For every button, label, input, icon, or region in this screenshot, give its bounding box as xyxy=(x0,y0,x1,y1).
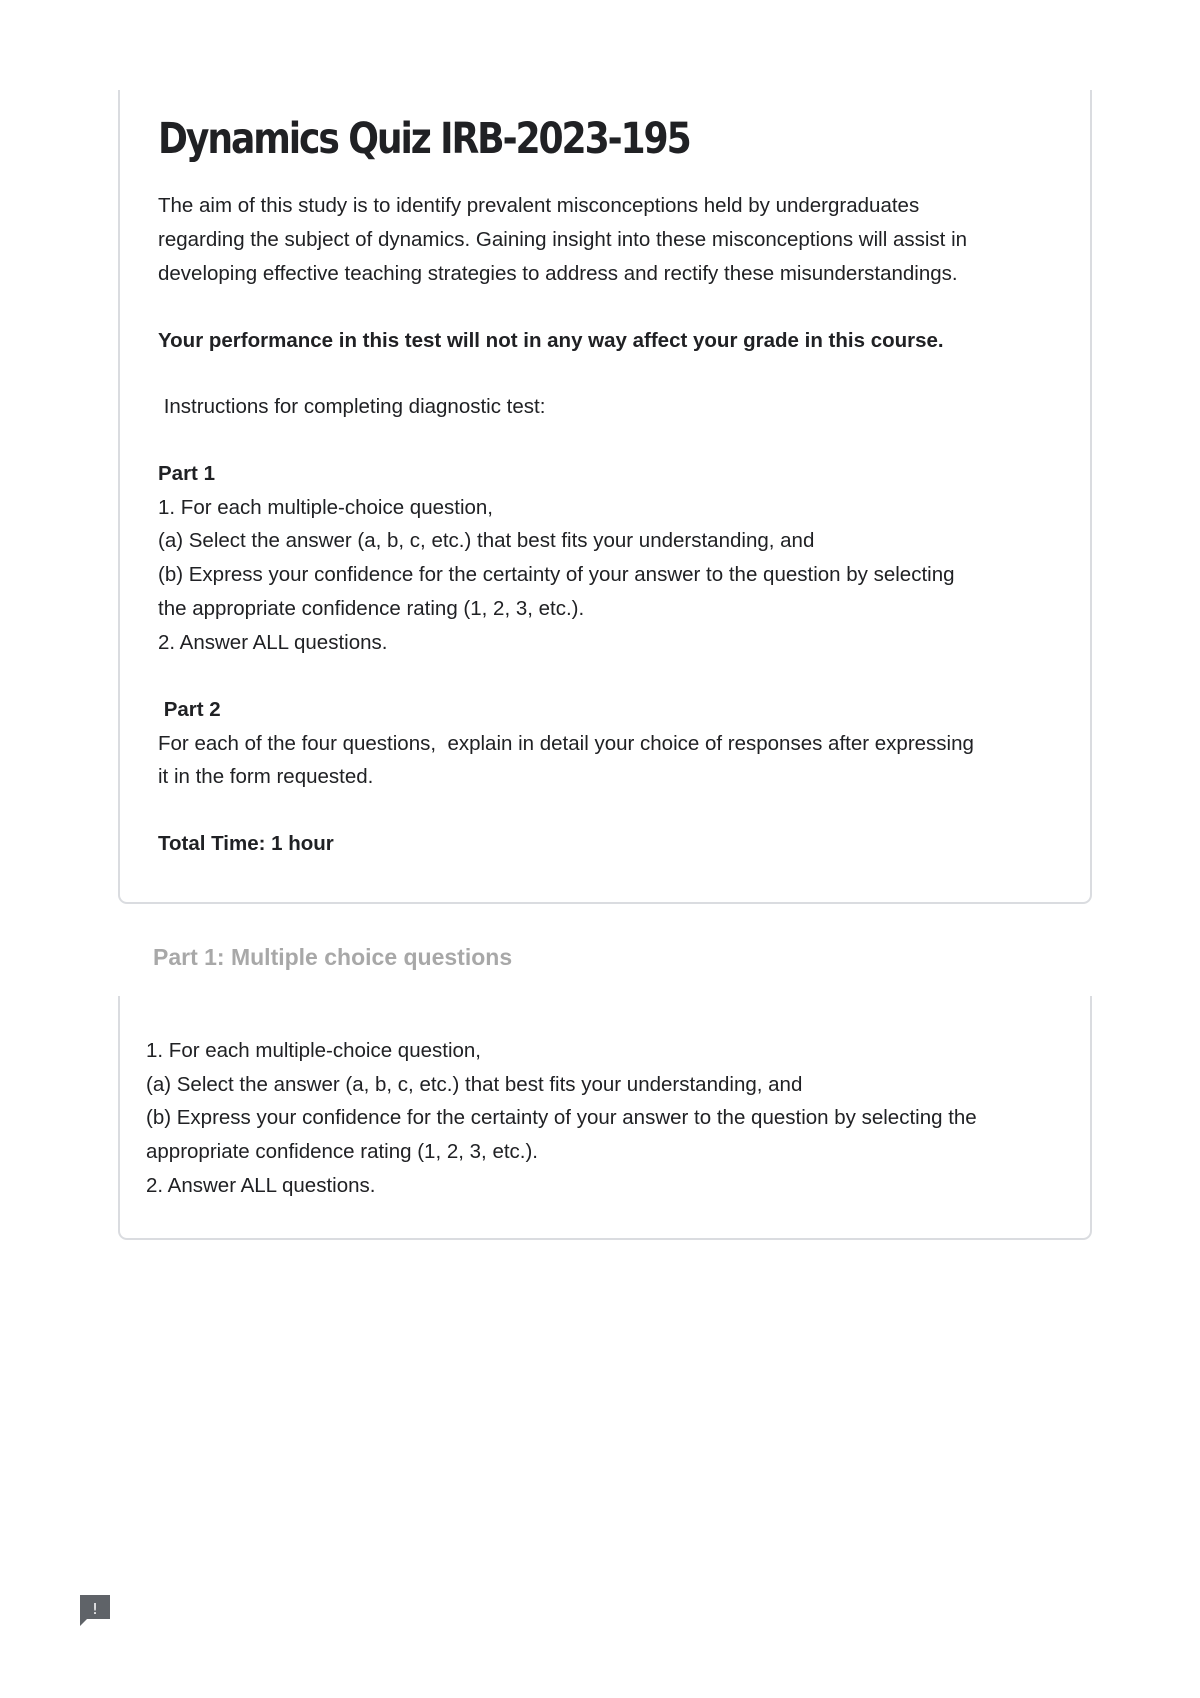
part1-line-4: the appropriate confidence rating (1, 2, 3, etc.). xyxy=(158,597,585,620)
section-line-5: 2. Answer ALL questions. xyxy=(146,1174,376,1197)
part1-heading: Part 1 xyxy=(158,462,215,485)
part1-line-3: (b) Express your confidence for the certainty of your answer to the question by selecting xyxy=(158,563,955,586)
performance-note: Your performance in this test will not in any way affect your grade in this course. xyxy=(158,329,944,352)
section-header: Part 1: Multiple choice questions xyxy=(153,944,513,970)
instructions-heading: Instructions for completing diagnostic test: xyxy=(158,395,546,418)
part1-line-1: 1. For each multiple-choice question, xyxy=(158,496,494,519)
section-line-2: (a) Select the answer (a, b, c, etc.) that best fits your understanding, and xyxy=(146,1073,803,1096)
part1-line-2: (a) Select the answer (a, b, c, etc.) that best fits your understanding, and xyxy=(158,529,815,552)
section-description-card xyxy=(118,996,1092,1240)
total-time: Total Time: 1 hour xyxy=(158,832,334,855)
intro-line-2: regarding the subject of dynamics. Gaining insight into these misconceptions will assist in xyxy=(158,228,968,251)
part2-line-2: it in the form requested. xyxy=(158,765,374,788)
section-line-4: appropriate confidence rating (1, 2, 3, etc.). xyxy=(146,1140,539,1163)
feedback-glyph: ! xyxy=(91,1600,99,1618)
section-line-1: 1. For each multiple-choice question, xyxy=(146,1039,482,1062)
section-line-3: (b) Express your confidence for the certainty of your answer to the question by selecting the xyxy=(146,1106,977,1129)
part2-line-1: For each of the four questions, explain in detail your choice of responses after expressing xyxy=(158,732,974,755)
part1-line-5: 2. Answer ALL questions. xyxy=(158,631,388,654)
intro-line-3: developing effective teaching strategies to address and rectify these misunderstandings. xyxy=(158,262,958,285)
form-title: Dynamics Quiz IRB-2023-195 xyxy=(158,114,690,164)
report-feedback-icon[interactable] xyxy=(78,1593,112,1621)
form-header-card xyxy=(118,90,1092,904)
part2-heading: Part 2 xyxy=(158,698,221,721)
intro-line-1: The aim of this study is to identify prevalent misconceptions held by undergraduates xyxy=(158,194,920,217)
